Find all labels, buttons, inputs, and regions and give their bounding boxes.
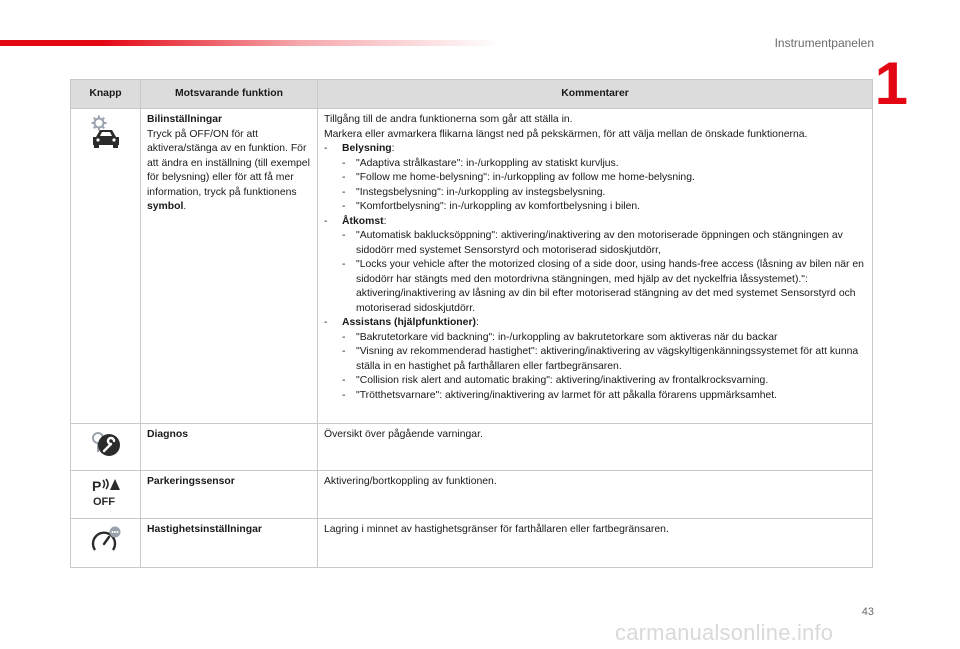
table-row xyxy=(71,424,873,471)
icon-cell xyxy=(71,470,141,519)
speed-settings-icon xyxy=(90,525,122,555)
list-item: - "Bakrutetorkare vid backning": in-/urkoppling av bakrutetorkare som aktiveras när du backar xyxy=(342,331,778,343)
comment-intro: Tillgång till de andra funktionerna som går att ställa in. xyxy=(324,114,573,125)
function-title: Hastighetsinställningar xyxy=(147,524,262,535)
diagnostics-icon xyxy=(90,430,122,458)
watermark: carmanualsonline.info xyxy=(615,620,834,645)
comment-intro-2: Markera eller avmarkera flikarna längst ned på pekskärmen, för att välja mellan de önskade funktionerna. xyxy=(324,128,808,140)
table-row xyxy=(71,519,873,568)
vehicle-settings-icon xyxy=(91,115,121,149)
icon-cell xyxy=(71,109,141,424)
table-row xyxy=(71,109,873,424)
comment-cell: Översikt över pågående varningar. xyxy=(318,424,873,471)
list-item: - "Locks your vehicle after the motorized closing of a side door, using hands-free access (låsning av bilen när en sidodörr har stängts med den motordrivna stängningen, med hjälp av det nyckelfria låssystemet).": aktivering/inaktivering av låsning av din bil efter motoriserad stängning av det med systemet Sensorstyrd och motoriserad sidoskjutdörr. xyxy=(342,259,864,314)
group-belysning: - Belysning: xyxy=(324,143,395,154)
list-item: - "Automatisk baklucksöppning": aktivering/inaktivering av den motoriserade öppningen och stängningen av sidodörr med systemet Sensorstyrd och motoriserad sidoskjutdörr, xyxy=(342,230,843,256)
page-number: 43 xyxy=(861,606,874,618)
function-title: Bilinställningar xyxy=(147,114,223,125)
group-atkomst: - Åtkomst: xyxy=(324,215,387,227)
comment-cell: Aktivering/bortkoppling av funktionen. xyxy=(318,470,873,519)
col-header-comments: Kommentarer xyxy=(318,80,873,109)
list-item: - "Trötthetsvarnare": aktivering/inaktivering av larmet för att påkalla förarens uppmärksamhet. xyxy=(342,389,778,401)
function-cell xyxy=(141,519,318,568)
function-title: Parkeringssensor xyxy=(147,475,235,487)
list-item: - "Komfortbelysning": in-/urkoppling av komfortbelysning i bilen. xyxy=(342,201,641,212)
col-header-knapp: Knapp xyxy=(71,80,141,109)
comment-cell xyxy=(318,109,873,424)
chapter-number: 1 xyxy=(874,50,908,117)
col-header-function: Motsvarande funktion xyxy=(141,80,318,109)
function-cell xyxy=(141,109,318,424)
group-assistans: - Assistans (hjälpfunktioner): xyxy=(324,317,479,328)
list-item: - "Instegsbelysning": in-/urkoppling av instegsbelysning. xyxy=(342,186,606,198)
header-red-bar xyxy=(0,40,500,46)
function-description: Tryck på OFF/ON för att aktivera/stänga av en funktion. För att ändra en inställning (till exempel för belysning) eller för att få mer information, tryck på funktionens symbol. xyxy=(147,128,310,212)
list-item: - "Collision risk alert and automatic braking": aktivering/inaktivering av frontalkrocksvarning. xyxy=(342,375,769,386)
function-cell xyxy=(141,470,318,519)
icon-cell xyxy=(71,424,141,471)
icon-cell xyxy=(71,519,141,568)
svg-text:P: P xyxy=(92,477,102,494)
list-item: - "Visning av rekommenderad hastighet": aktivering/inaktivering av vägskyltigenkänningssystemet för att kunna ställa in en hastighet på farthållaren eller fartbegränsaren. xyxy=(342,346,859,372)
table-row xyxy=(71,470,873,519)
parking-sensor-off-icon xyxy=(89,477,123,507)
list-item: - "Follow me home-belysning": in-/urkoppling av follow me home-belysning. xyxy=(342,172,695,183)
list-item: - "Adaptiva strålkastare": in-/urkoppling av statiskt kurvljus. xyxy=(342,157,619,169)
table-header-row xyxy=(71,80,873,109)
functions-table xyxy=(70,79,873,568)
section-title: Instrumentpanelen xyxy=(774,36,874,50)
comment-cell: Lagring i minnet av hastighetsgränser för farthållaren eller fartbegränsaren. xyxy=(318,519,873,568)
function-cell xyxy=(141,424,318,471)
svg-text:OFF: OFF xyxy=(93,495,115,507)
function-title: Diagnos xyxy=(147,429,188,440)
